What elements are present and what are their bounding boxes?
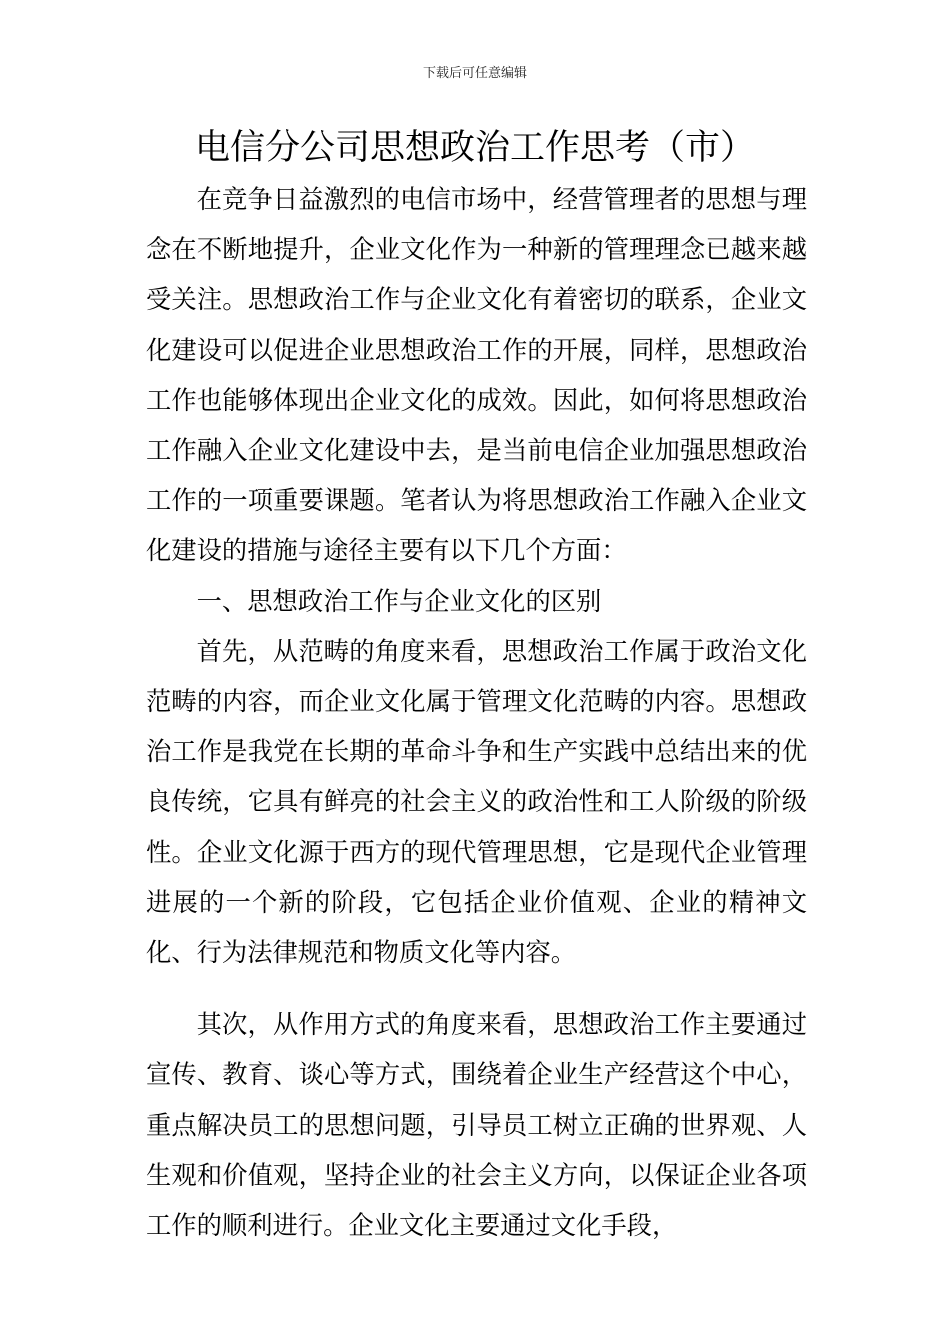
- section-heading-1: 一、思想政治工作与企业文化的区别: [196, 586, 602, 616]
- document-body: [146, 175, 807, 1251]
- document-title: 电信分公司思想政治工作思考（市）: [194, 128, 755, 168]
- paragraph-intro: 在竞争日益激烈的电信市场中，经营管理者的思想与理念在不断地提升，企业文化作为一种新的管理理念已越来越受关注。思想政治工作与企业文化有着密切的联系，企业文化建设可以促进企业思想政治工作的开展，同样，思想政治工作也能够体现出企业文化的成效。因此，如何将思想政治工作融入企业文化建设中去，是当前电信企业加强思想政治工作的一项重要课题。笔者认为将思想政治工作融入企业文化建设的措施与途径主要有以下几个方面：: [146, 185, 807, 566]
- paragraph-first: 首先，从范畴的角度来看，思想政治工作属于政治文化范畴的内容，而企业文化属于管理文化范畴的内容。思想政治工作是我党在长期的革命斗争和生产实践中总结出来的优良传统，它具有鲜亮的社会主义的政治性和工人阶级的阶级性。企业文化源于西方的现代管理思想，它是现代企业管理进展的一个新的阶段，它包括企业价值观、企业的精神文化、行为法律规范和物质文化等内容。: [146, 636, 807, 968]
- paragraph-second: 其次，从作用方式的角度来看，思想政治工作主要通过宣传、教育、谈心等方式，围绕着企业生产经营这个中心，重点解决员工的思想问题，引导员工树立正确的世界观、人生观和价值观，坚持企业的社会主义方向，以保证企业各项工作的顺利进行。企业文化主要通过文化手段，: [146, 1010, 807, 1241]
- header-note: 下载后可任意编辑: [422, 66, 527, 81]
